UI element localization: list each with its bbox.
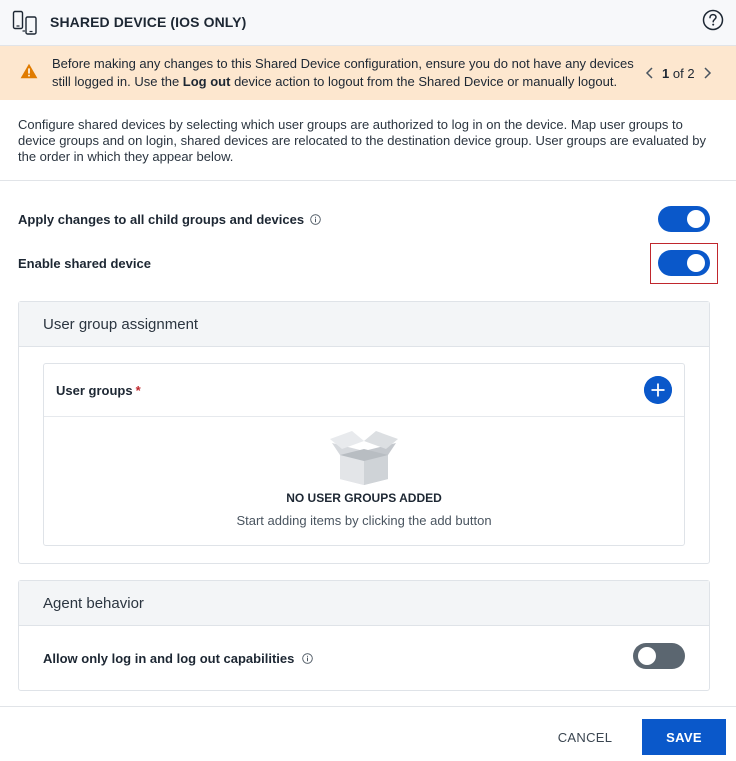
pager-current: 1 [662, 65, 670, 81]
toggle-knob [687, 210, 705, 228]
chevron-left-icon[interactable] [644, 66, 656, 80]
empty-state-title: NO USER GROUPS ADDED [286, 491, 442, 505]
enable-shared-row [18, 256, 151, 271]
warning-icon [20, 63, 38, 79]
empty-state-subtitle: Start adding items by clicking the add button [236, 513, 492, 528]
enable-shared-label: Enable shared device [18, 256, 151, 271]
shared-device-icon [12, 10, 38, 36]
allow-login-logout-row [43, 651, 313, 666]
info-icon[interactable] [310, 214, 321, 225]
enable-shared-toggle[interactable] [658, 250, 710, 276]
banner-pager [644, 64, 713, 82]
apply-child-row [18, 212, 321, 227]
pager-total: of 2 [672, 65, 695, 81]
empty-box-icon [328, 429, 400, 487]
logout-emphasis: Log out [182, 74, 231, 89]
panel-title: User group assignment [19, 302, 709, 347]
cancel-button[interactable]: CANCEL [557, 729, 613, 745]
description-text: Configure shared devices by selecting which user groups are authorized to log in on the device. Map user groups to device groups and on login, shared devices are relocated to the destination device group. User groups are evaluated by the order in which they appear below. [18, 117, 706, 164]
divider [0, 180, 736, 181]
add-user-group-button[interactable] [644, 376, 672, 404]
modal-header [0, 0, 736, 46]
modal-footer [0, 706, 736, 761]
required-mark: * [135, 382, 141, 398]
chevron-right-icon[interactable] [701, 66, 713, 80]
info-icon[interactable] [302, 653, 313, 664]
allow-login-logout-toggle[interactable] [633, 643, 685, 669]
toggle-knob [687, 254, 705, 272]
save-button[interactable]: SAVE [642, 719, 726, 755]
user-groups-card [43, 363, 685, 546]
apply-child-toggle[interactable] [658, 206, 710, 232]
agent-behavior-panel [18, 580, 710, 691]
toggle-knob [638, 647, 656, 665]
warning-banner [0, 46, 736, 100]
modal-title: SHARED DEVICE (IOS ONLY) [50, 14, 247, 30]
allow-login-logout-label: Allow only log in and log out capabilities [43, 651, 295, 666]
panel-title: Agent behavior [19, 581, 709, 626]
help-icon[interactable] [702, 9, 724, 31]
apply-child-label: Apply changes to all child groups and devices [18, 212, 305, 227]
warning-message: Before making any changes to this Shared Device configuration, ensure you do not have any devices still logged in. Use the Log out device action to logout from the Shared Device or manually logout. [52, 56, 634, 89]
user-group-assignment-panel [18, 301, 710, 564]
user-groups-header [44, 364, 684, 417]
user-groups-label: User groups [56, 382, 133, 398]
